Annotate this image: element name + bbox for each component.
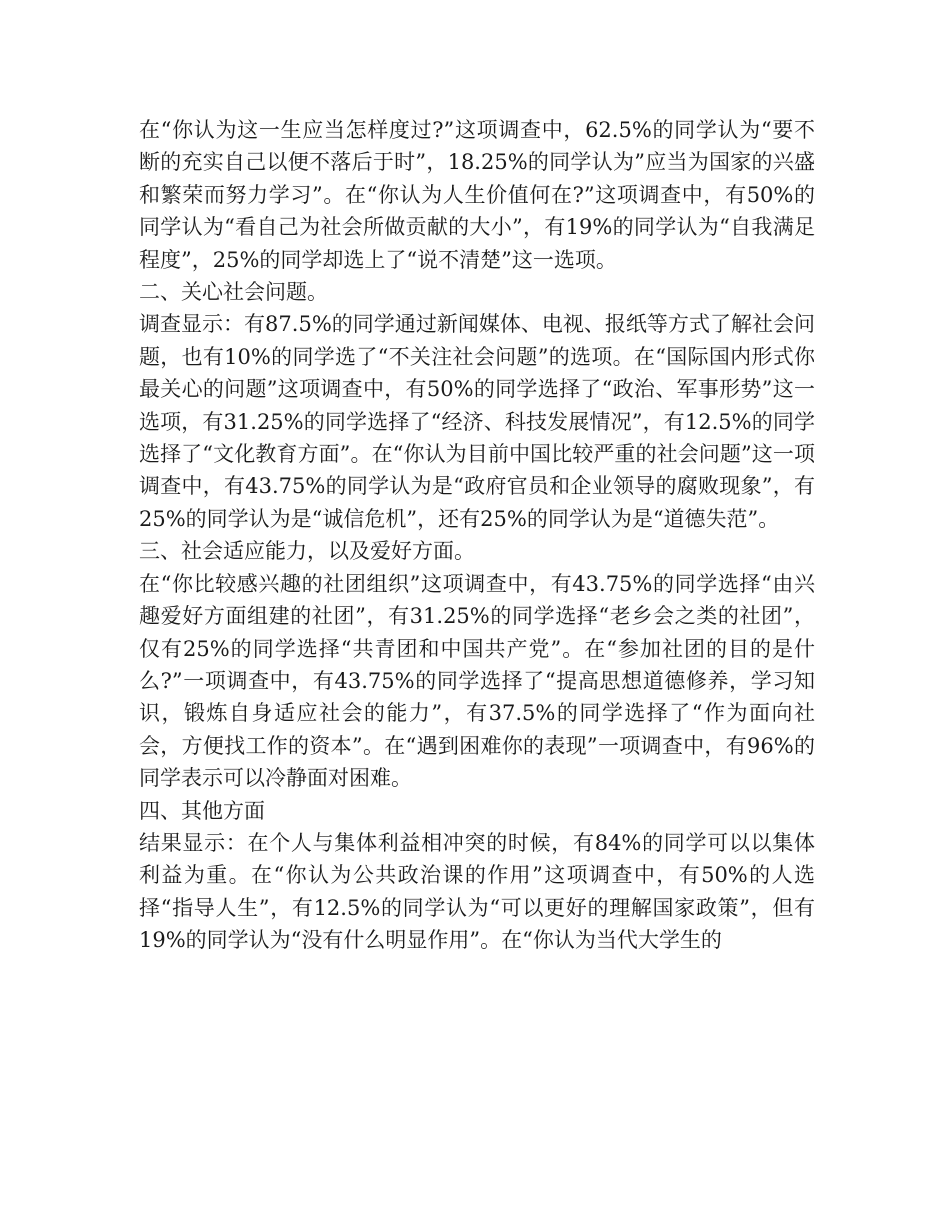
paragraph-social-issues: 调查显示：有87.5%的同学通过新闻媒体、电视、报纸等方式了解社会问题，也有10%的同学选了“不关注社会问题”的选项。在“国际国内形式你最关心的问题”这项调查中，有50%的同学选择了“政治、军事形势”这一选项，有31.25%的同学选择了“经济、科技发展情况”，有12.5%的同学选择了“文化教育方面”。在“你认为目前中国比较严重的社会问题”这一项调查中，有43.75%的同学认为是“政府官员和企业领导的腐败现象”，有25%的同学认为是“诚信危机”，还有25%的同学认为是“道德失范”。	[139, 312, 815, 531]
paragraph-life-values: 在“你认为这一生应当怎样度过?”这项调查中，62.5%的同学认为“要不断的充实自己以便不落后于时”，18.25%的同学认为”应当为国家的兴盛和繁荣而努力学习”。在“你认为人生价值何在?”这项调查中，有50%的同学认为“看自己为社会所做贡献的大小”，有19%的同学认为“自我满足程度”，25%的同学却选上了“说不清楚”这一选项。	[139, 118, 815, 272]
paragraph-adaptability: 在“你比较感兴趣的社团组织”这项调查中，有43.75%的同学选择“由兴趣爱好方面组建的社团”，有31.25%的同学选择“老乡会之类的社团”，仅有25%的同学选择“共青团和中国共产党”。在“参加社团的目的是什么?”一项调查中，有43.75%的同学选择了“提高思想道德修养，学习知识，锻炼自身适应社会的能力”，有37.5%的同学选择了“作为面向社会，方便找工作的资本”。在“遇到困难你的表现”一项调查中，有96%的同学表示可以冷静面对困难。	[139, 571, 815, 791]
document-page	[139, 114, 815, 957]
section-heading-other: 四、其他方面	[139, 798, 265, 823]
section-heading-social-issues: 二、关心社会问题。	[139, 280, 328, 305]
section-heading-adaptability: 三、社会适应能力，以及爱好方面。	[139, 539, 475, 564]
paragraph-other: 结果显示：在个人与集体利益相冲突的时候，有84%的同学可以以集体利益为重。在“你认为公共政治课的作用”这项调查中，有50%的人选择“指导人生”，有12.5%的同学认为“可以更好的理解国家政策”，但有19%的同学认为“没有什么明显作用”。在“你认为当代大学生的	[139, 830, 815, 953]
